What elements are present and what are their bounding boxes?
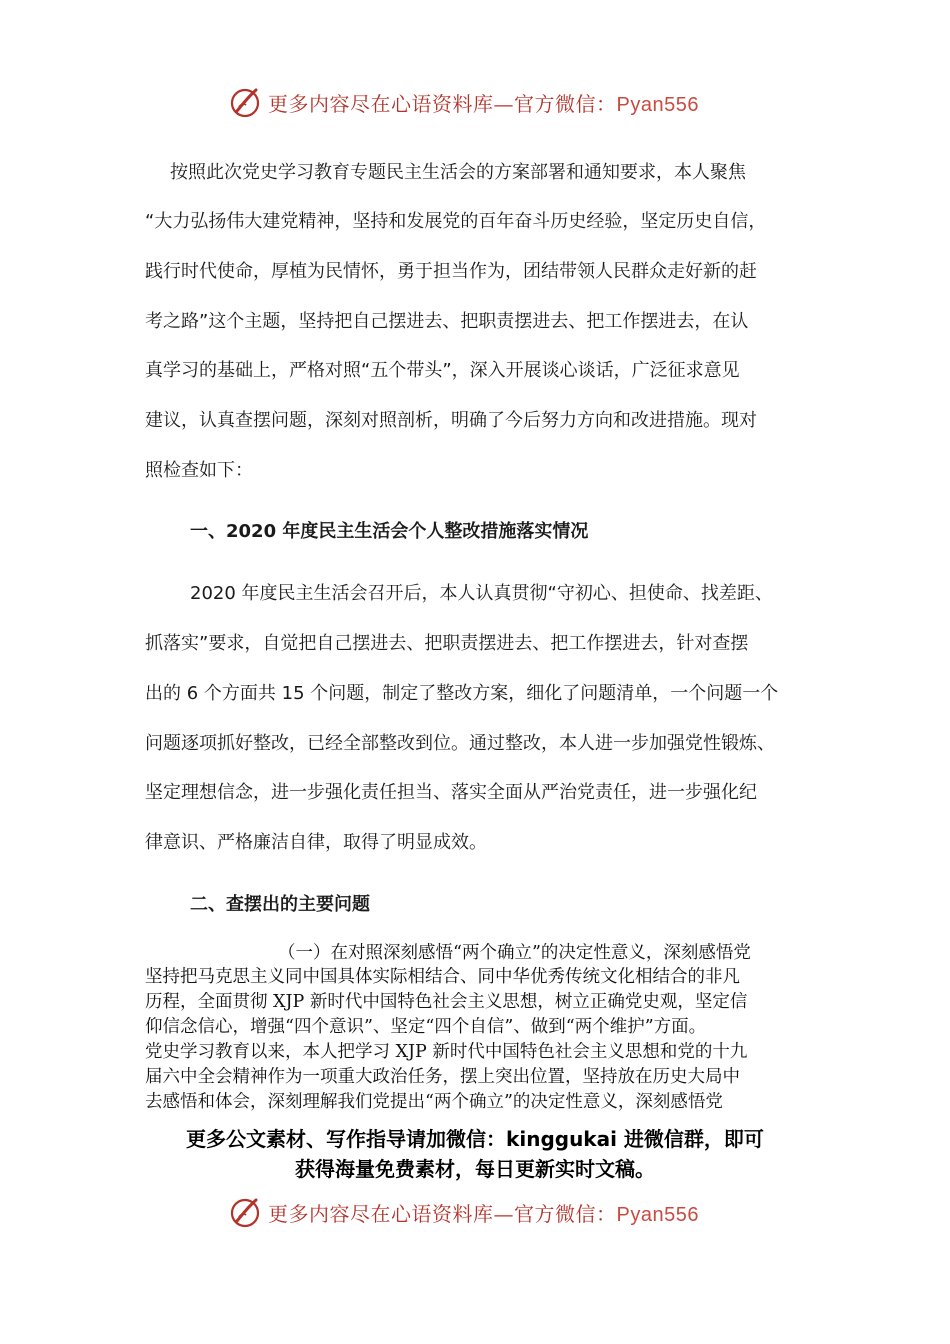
intro-line: 照检查如下： [145,460,253,481]
section1-line: 2020 年度民主生活会召开后，本人认真贯彻“守初心、担使命、找差距、 [190,583,773,604]
brush-logo-icon [228,85,262,119]
section2-line: 党史学习教育以来，本人把学习 XJP 新时代中国特色社会主义思想和党的十九 [145,1042,748,1062]
section1-line: 问题逐项抓好整改，已经全部整改到位。通过整改，本人进一步加强党性锻炼、 [145,733,775,754]
section1-heading: 一、2020 年度民主生活会个人整改措施落实情况 [190,521,589,542]
intro-line: 践行时代使命，厚植为民情怀，勇于担当作为，团结带领人民群众走好新的赶 [145,261,757,282]
section1-line: 出的 6 个方面共 15 个问题，制定了整改方案，细化了问题清单，一个问题一个 [145,683,779,704]
site-name: 更多内容尽在心语资料库 [268,91,494,116]
brush-logo-icon [228,1195,262,1229]
header-banner [228,84,699,120]
section2-line: （一）在对照深刻感悟“两个确立”的决定性意义，深刻感悟党 [278,943,751,963]
section1-line: 坚定理想信念，进一步强化责任担当、落实全面从严治党责任，进一步强化纪 [145,782,757,803]
banner-separator: — [493,91,514,116]
intro-line: 按照此次党史学习教育专题民主生活会的方案部署和通知要求，本人聚焦 [170,162,746,183]
section1-line: 律意识、严格廉洁自律，取得了明显成效。 [145,832,487,853]
section2-line: 届六中全会精神作为一项重大政治任务，摆上突出位置，坚持放在历史大局中 [145,1067,740,1087]
promo-line: 获得海量免费素材，每日更新实时文稿。 [295,1157,655,1181]
section2-line: 去感悟和体会，深刻理解我们党提出“两个确立”的决定性意义，深刻感悟党 [145,1092,723,1112]
section2-line: 坚持把马克思主义同中国具体实际相结合、同中华优秀传统文化相结合的非凡 [145,967,740,987]
intro-line: 考之路”这个主题，坚持把自己摆进去、把职责摆进去、把工作摆进去，在认 [145,311,749,332]
footer-banner-text [268,1198,699,1227]
intro-line: “大力弘扬伟大建党精神，坚持和发展党的百年奋斗历史经验，坚定历史自信， [145,211,767,232]
wechat-id: Pyan556 [616,1203,699,1226]
site-name: 更多内容尽在心语资料库 [268,1201,494,1226]
official-label: 官方微信： [514,91,617,116]
intro-line: 建议，认真查摆问题，深刻对照剖析，明确了今后努力方向和改进措施。现对 [145,410,757,431]
section2-line: 仰信念信心，增强“四个意识”、坚定“四个自信”、做到“两个维护”方面。 [145,1017,707,1037]
intro-line: 真学习的基础上，严格对照“五个带头”，深入开展谈心谈话，广泛征求意见 [145,360,740,381]
header-banner-text [268,88,699,117]
section1-line: 抓落实”要求，自觉把自己摆进去、把职责摆进去、把工作摆进去，针对查摆 [145,633,749,654]
section2-heading: 二、查摆出的主要问题 [190,894,370,915]
official-label: 官方微信： [514,1201,617,1226]
footer-banner [228,1194,699,1230]
section2-line: 历程，全面贯彻 XJP 新时代中国特色社会主义思想，树立正确党史观，坚定信 [145,992,748,1012]
banner-separator: — [493,1201,514,1226]
promo-line: 更多公文素材、写作指导请加微信：kinggukai 进微信群，即可 [186,1127,764,1151]
wechat-id: Pyan556 [616,93,699,116]
